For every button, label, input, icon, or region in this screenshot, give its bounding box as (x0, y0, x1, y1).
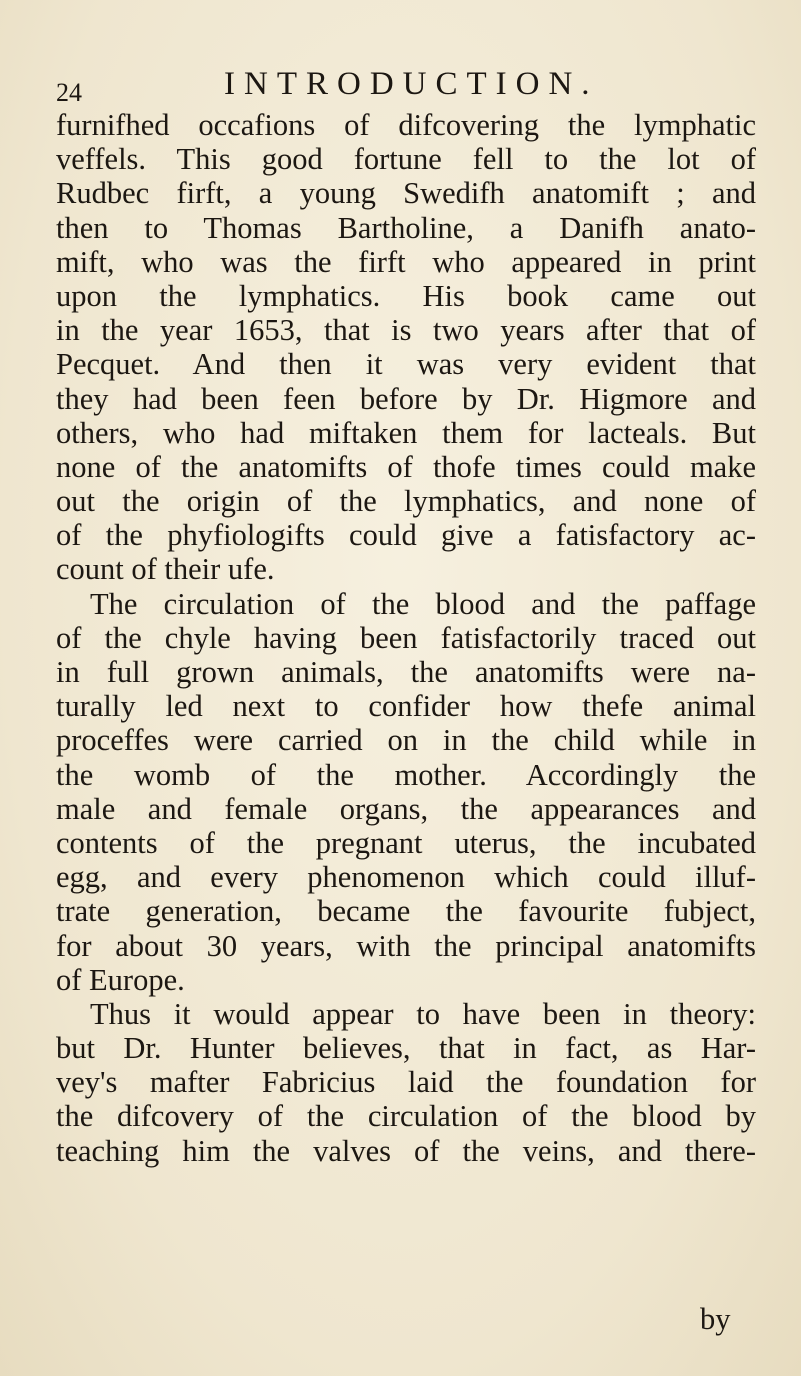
text-line: proceffes were carried on in the child while in (56, 723, 756, 758)
text-line: trate generation, became the favourite fubject, (56, 894, 756, 929)
text-line: of the chyle having been fatisfactorily traced out (56, 620, 756, 655)
text-line: of Europe. (56, 962, 185, 997)
text-line: contents of the pregnant uterus, the incubated (56, 825, 756, 860)
text-line: out the origin of the lymphatics, and none of (56, 484, 756, 519)
text-line: others, who had miftaken them for lacteals. But (56, 415, 756, 450)
text-line: egg, and every phenomenon which could illuf- (56, 860, 756, 895)
text-line: Rudbec firft, a young Swedifh anatomift ; and (56, 176, 756, 211)
text-line: of the phyfiologifts could give a fatisfactory ac- (56, 518, 756, 553)
running-head: INTRODUCTION. (224, 66, 599, 102)
text-line: then to Thomas Bartholine, a Danifh anato- (56, 210, 756, 245)
text-line: vey's mafter Fabricius laid the foundation for (56, 1065, 756, 1100)
text-line: Thus it would appear to have been in theory: (90, 996, 756, 1031)
text-line: turally led next to confider how thefe animal (56, 689, 756, 724)
body-text (56, 108, 756, 1168)
page-number: 24 (56, 78, 82, 107)
text-line: furnifhed occafions of difcovering the lymphatic (56, 108, 756, 142)
catchword: by (700, 1302, 731, 1336)
text-line: mift, who was the firft who appeared in print (56, 244, 756, 279)
text-line: teaching him the valves of the veins, and there- (56, 1133, 756, 1168)
text-line: Pecquet. And then it was very evident that (56, 347, 756, 382)
text-line: but Dr. Hunter believes, that in fact, as Har- (56, 1031, 756, 1066)
text-line: the womb of the mother. Accordingly the (56, 757, 756, 792)
text-line: male and female organs, the appearances and (56, 791, 756, 826)
text-line: for about 30 years, with the principal anatomifts (56, 928, 756, 963)
text-line: in the year 1653, that is two years after that of (56, 313, 756, 348)
text-line: veffels. This good fortune fell to the lot of (56, 142, 756, 177)
text-line: count of their ufe. (56, 552, 275, 587)
text-line: they had been feen before by Dr. Higmore and (56, 381, 756, 416)
text-line: The circulation of the blood and the paffage (90, 586, 756, 621)
text-line: in full grown animals, the anatomifts were na- (56, 655, 756, 689)
text-line: the difcovery of the circulation of the blood by (56, 1099, 756, 1134)
page-header (56, 66, 756, 106)
text-line: none of the anatomifts of thofe times could make (56, 449, 756, 484)
text-line: upon the lymphatics. His book came out (56, 278, 756, 313)
